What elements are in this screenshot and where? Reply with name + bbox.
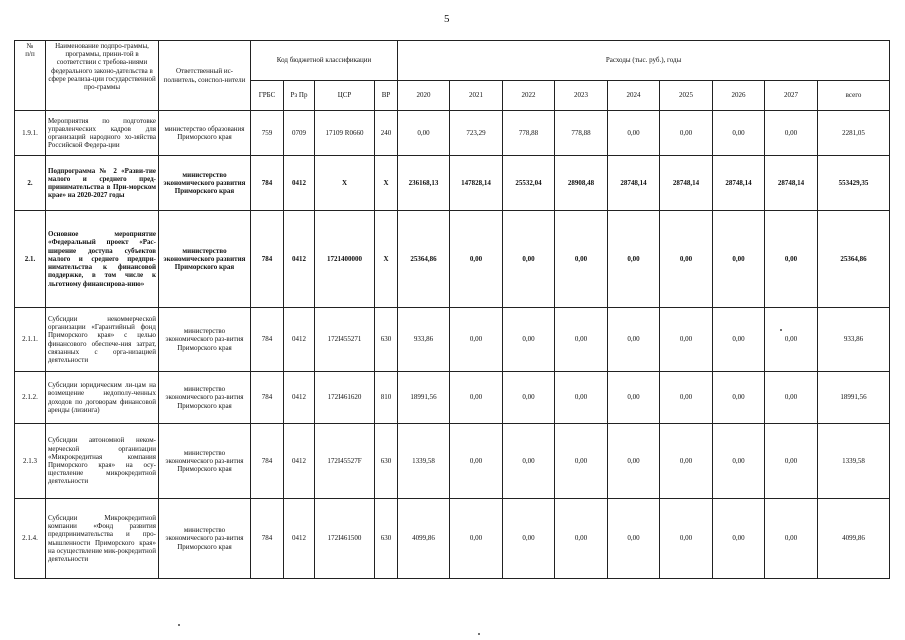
header-expenses: Расходы (тыс. руб.), годы (398, 41, 890, 81)
row-year-value: 0,00 (450, 211, 503, 308)
row-year-value: 0,00 (450, 372, 503, 424)
table-row (15, 211, 890, 308)
row-year-value: 0,00 (555, 424, 608, 499)
row-year-value: 0,00 (765, 211, 818, 308)
row-year-value: 0,00 (608, 372, 660, 424)
row-year-value: 0,00 (713, 111, 765, 156)
page-number: 5 (444, 13, 450, 25)
row-csr: Х (315, 156, 375, 211)
row-year-value: 0,00 (555, 211, 608, 308)
row-vr: Х (375, 211, 398, 308)
row-name: Субсидии автономной неком-мерческой организации «Микрокредитная компания Приморского края» на осу-ществление микрокредитной деятельности (46, 424, 159, 499)
row-csr: 1721400000 (315, 211, 375, 308)
row-vr: 630 (375, 308, 398, 372)
row-year-value: 0,00 (608, 308, 660, 372)
row-year-value: 18991,56 (398, 372, 450, 424)
row-year-value: 0,00 (713, 424, 765, 499)
row-year-value: 1339,58 (398, 424, 450, 499)
row-responsible: министерство экономического раз-вития Приморского края (159, 499, 251, 579)
row-responsible: министерство образования Приморского края (159, 111, 251, 156)
row-vr: Х (375, 156, 398, 211)
row-grbs: 759 (251, 111, 284, 156)
row-year-value: 0,00 (765, 111, 818, 156)
header-num: № п/п (15, 41, 46, 111)
row-number: 2. (15, 156, 46, 211)
row-grbs: 784 (251, 211, 284, 308)
row-year-value: 0,00 (608, 211, 660, 308)
row-responsible: министерство экономического раз-вития Приморского края (159, 372, 251, 424)
row-name: Субсидии юридическим ли-цам на возмещение недополу-ченных доходов по договорам финансовой аренды (лизинга) (46, 372, 159, 424)
row-csr: 172I455271 (315, 308, 375, 372)
row-year-value: 0,00 (555, 499, 608, 579)
row-year-value: 0,00 (660, 211, 713, 308)
row-vr: 810 (375, 372, 398, 424)
row-csr: 17109 R0660 (315, 111, 375, 156)
header-responsible: Ответственный ис-полнитель, соиспол-нители (159, 41, 251, 111)
row-total: 553429,35 (818, 156, 890, 211)
row-year-value: 0,00 (450, 499, 503, 579)
row-csr: 172I461620 (315, 372, 375, 424)
header-year: 2021 (450, 81, 503, 111)
table-row (15, 156, 890, 211)
row-year-value: 0,00 (608, 499, 660, 579)
row-name: Субсидии некоммерческой организации «Гарантийный фонд Приморского края» с целью финансового обеспече-ния затрат, связанных с орга-низацией деятельности (46, 308, 159, 372)
header-csr: ЦСР (315, 81, 375, 111)
row-year-value: 0,00 (660, 111, 713, 156)
row-csr: 172I45527F (315, 424, 375, 499)
row-year-value: 0,00 (713, 211, 765, 308)
row-number: 2.1.2. (15, 372, 46, 424)
row-name: Основное мероприятие «Федеральный проект «Рас-ширение доступа субъектов малого и среднего предпри-нимательства к финансовой поддержке, в том числе к льготному финансирова-нию» (46, 211, 159, 308)
row-grbs: 784 (251, 424, 284, 499)
header-row-1 (15, 41, 890, 81)
header-total: всего (818, 81, 890, 111)
row-year-value: 0,00 (713, 499, 765, 579)
header-rzpr: Рз Пр (284, 81, 315, 111)
row-responsible: министерство экономического развития Приморского края (159, 156, 251, 211)
header-name: Наименование подпро-граммы, программы, прини-той в соответствии с требова-ниями федерального законо-дательства в сфере реализа-ции государственной про-граммы (46, 41, 159, 111)
header-budget-code: Код бюджетной классификации (251, 41, 398, 81)
row-number: 2.1.4. (15, 499, 46, 579)
header-grbs: ГРБС (251, 81, 284, 111)
header-year: 2020 (398, 81, 450, 111)
row-year-value: 25532,04 (503, 156, 555, 211)
row-year-value: 0,00 (765, 308, 818, 372)
row-year-value: 0,00 (660, 424, 713, 499)
row-total: 933,86 (818, 308, 890, 372)
row-name: Мероприятия по подготовке управленческих кадров для организаций народного хо-зяйства Российской Федера-ции (46, 111, 159, 156)
row-year-value: 0,00 (555, 308, 608, 372)
row-csr: 172I461500 (315, 499, 375, 579)
row-rzpr: 0412 (284, 424, 315, 499)
row-year-value: 0,00 (398, 111, 450, 156)
row-total: 25364,86 (818, 211, 890, 308)
row-year-value: 0,00 (503, 424, 555, 499)
header-vr: ВР (375, 81, 398, 111)
header-year: 2025 (660, 81, 713, 111)
row-grbs: 784 (251, 499, 284, 579)
row-rzpr: 0412 (284, 156, 315, 211)
scan-speck (780, 329, 782, 331)
row-year-value: 236168,13 (398, 156, 450, 211)
header-year: 2026 (713, 81, 765, 111)
budget-table (14, 40, 890, 579)
row-year-value: 25364,86 (398, 211, 450, 308)
row-year-value: 723,29 (450, 111, 503, 156)
row-vr: 240 (375, 111, 398, 156)
header-year: 2027 (765, 81, 818, 111)
row-year-value: 0,00 (660, 308, 713, 372)
row-year-value: 4099,86 (398, 499, 450, 579)
row-year-value: 28908,48 (555, 156, 608, 211)
row-year-value: 0,00 (765, 499, 818, 579)
row-year-value: 0,00 (765, 372, 818, 424)
row-rzpr: 0412 (284, 211, 315, 308)
row-name: Подпрограмма № 2 «Разви-тие малого и среднего пред-принимательства в При-морском крае» на 2020-2027 годы (46, 156, 159, 211)
row-year-value: 0,00 (555, 372, 608, 424)
row-rzpr: 0412 (284, 372, 315, 424)
row-number: 1.9.1. (15, 111, 46, 156)
scan-speck (178, 624, 180, 626)
row-year-value: 0,00 (660, 372, 713, 424)
row-year-value: 28748,14 (660, 156, 713, 211)
header-year: 2023 (555, 81, 608, 111)
row-grbs: 784 (251, 156, 284, 211)
row-year-value: 28748,14 (765, 156, 818, 211)
row-year-value: 0,00 (503, 499, 555, 579)
row-year-value: 0,00 (503, 211, 555, 308)
row-total: 18991,56 (818, 372, 890, 424)
row-name: Субсидии Микрокредитной компании «Фонд развития предпринимательства и про-мышленности Приморского края» на осуществление мик-рокредитной деятельности (46, 499, 159, 579)
table-row (15, 111, 890, 156)
row-year-value: 0,00 (713, 372, 765, 424)
row-grbs: 784 (251, 308, 284, 372)
table-row (15, 424, 890, 499)
row-year-value: 0,00 (503, 308, 555, 372)
row-total: 2281,05 (818, 111, 890, 156)
row-number: 2.1.3 (15, 424, 46, 499)
row-total: 1339,58 (818, 424, 890, 499)
row-year-value: 28748,14 (713, 156, 765, 211)
row-total: 4099,86 (818, 499, 890, 579)
row-number: 2.1. (15, 211, 46, 308)
row-year-value: 0,00 (608, 111, 660, 156)
row-responsible: министерство экономического раз-вития Приморского края (159, 424, 251, 499)
row-year-value: 147828,14 (450, 156, 503, 211)
row-year-value: 0,00 (713, 308, 765, 372)
row-year-value: 0,00 (660, 499, 713, 579)
row-grbs: 784 (251, 372, 284, 424)
row-year-value: 0,00 (450, 424, 503, 499)
scan-speck (478, 633, 480, 635)
row-year-value: 933,86 (398, 308, 450, 372)
row-year-value: 778,88 (503, 111, 555, 156)
header-year: 2024 (608, 81, 660, 111)
row-rzpr: 0412 (284, 308, 315, 372)
row-vr: 630 (375, 424, 398, 499)
row-rzpr: 0412 (284, 499, 315, 579)
row-responsible: министерство экономического развития Приморского края (159, 211, 251, 308)
table-row (15, 499, 890, 579)
row-year-value: 28748,14 (608, 156, 660, 211)
header-year: 2022 (503, 81, 555, 111)
row-number: 2.1.1. (15, 308, 46, 372)
row-responsible: министерство экономического раз-вития Приморского края (159, 308, 251, 372)
table-row (15, 372, 890, 424)
row-rzpr: 0709 (284, 111, 315, 156)
row-year-value: 778,88 (555, 111, 608, 156)
table-row (15, 308, 890, 372)
row-year-value: 0,00 (450, 308, 503, 372)
row-year-value: 0,00 (765, 424, 818, 499)
row-year-value: 0,00 (503, 372, 555, 424)
row-vr: 630 (375, 499, 398, 579)
row-year-value: 0,00 (608, 424, 660, 499)
